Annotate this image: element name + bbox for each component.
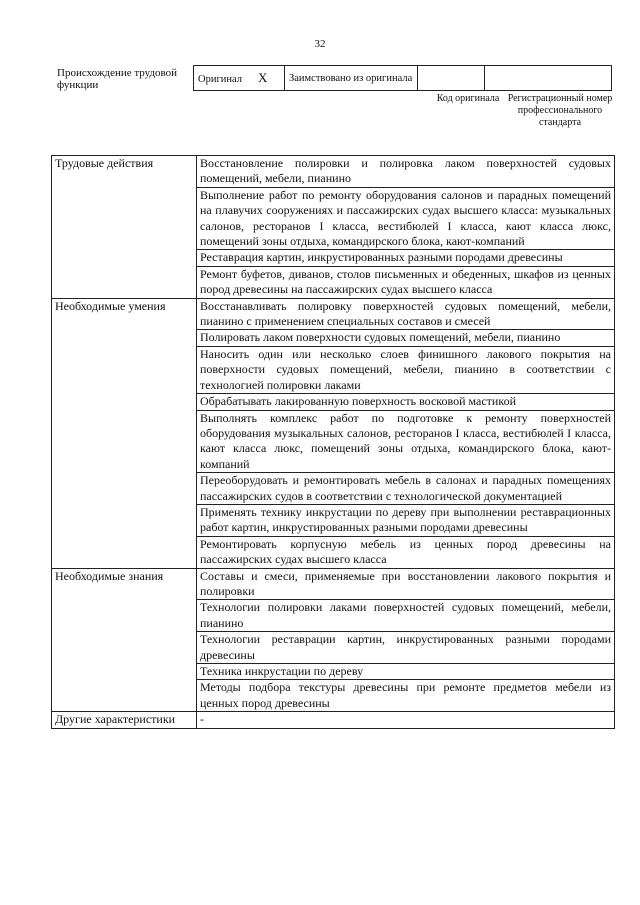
- item-cell: Обрабатывать лакированную поверхность восковой мастикой: [197, 394, 615, 410]
- original-cell: [194, 66, 285, 91]
- function-table-body: [52, 156, 615, 729]
- item-cell: Методы подбора текстуры древесины при ремонте предметов мебели из ценных пород древесины: [197, 680, 615, 712]
- original-label: Оригинал: [198, 73, 242, 85]
- item-cell: Технологии реставрации картин, инкрустированных разными породами древесины: [197, 632, 615, 664]
- item-cell: Выполнять комплекс работ по подготовке к ремонту поверхностей оборудования музыкальных салонов, ресторанов I класса, вестибюлей I класса, кают класса люкс, помещений зоны отдыха, командирского блока, кают-компаний: [197, 410, 615, 473]
- table-row: [52, 712, 615, 728]
- category-cell: Необходимые умения: [52, 298, 197, 568]
- original-mark: X: [258, 69, 268, 85]
- item-cell: Техника инкрустации по дереву: [197, 664, 615, 680]
- code-caption: Код оригинала: [436, 93, 500, 104]
- item-cell: Выполнение работ по ремонту оборудования салонов и парадных помещений на плавучих сооружениях и пассажирских судах высшего класса: музыкальных салонов, ресторанов I класса, вестибюлей I класса, кают класса люкс, помещений зоны отдыха, командирского блока, кают-компаний: [197, 187, 615, 250]
- origin-table: [193, 65, 612, 91]
- origin-label: Происхождение трудовой функции: [57, 67, 178, 91]
- function-table: [51, 155, 615, 729]
- category-cell: Трудовые действия: [52, 156, 197, 299]
- item-cell: Наносить один или несколько слоев финишного лакового покрытия на поверхности судовых помещений, мебели, пианино в соответствии с технологией полировки лаками: [197, 346, 615, 393]
- item-cell: Переоборудовать и ремонтировать мебель в салонах и парадных помещениях пассажирских судов в соответствии с технологической документацией: [197, 473, 615, 505]
- code-cell: [418, 66, 485, 91]
- item-cell: Применять технику инкрустации по дереву при выполнении реставрационных работ картин, инкрустированных разными породами древесины: [197, 504, 615, 536]
- item-cell: Восстанавливать полировку поверхностей судовых помещений, мебели, пианино с применением специальных составов и смесей: [197, 298, 615, 330]
- item-cell: Восстановление полировки и полировка лаком поверхностей судовых помещений, мебели, пианино: [197, 156, 615, 188]
- table-row: [52, 568, 615, 600]
- borrowed-cell: Заимствовано из оригинала: [285, 66, 418, 91]
- page-number: 32: [314, 38, 326, 50]
- item-cell: Составы и смеси, применяемые при восстановлении лакового покрытия и полировки: [197, 568, 615, 600]
- table-row: [52, 298, 615, 330]
- item-cell: Полировать лаком поверхности судовых помещений, мебели, пианино: [197, 330, 615, 346]
- item-cell: -: [197, 712, 615, 728]
- category-cell: Необходимые знания: [52, 568, 197, 712]
- item-cell: Ремонт буфетов, диванов, столов письменных и обеденных, шкафов из ценных пород древесины на пассажирских судах высшего класса: [197, 266, 615, 298]
- reg-number-caption: Регистрационный номер профессионального стандарта: [507, 93, 613, 128]
- item-cell: Ремонтировать корпусную мебель из ценных пород древесины на пассажирских судах высшего класса: [197, 536, 615, 568]
- reg-number-cell: [485, 66, 612, 91]
- item-cell: Реставрация картин, инкрустированных разными породами древесины: [197, 250, 615, 266]
- table-row: [52, 156, 615, 188]
- category-cell: Другие характеристики: [52, 712, 197, 728]
- item-cell: Технологии полировки лаками поверхностей судовых помещений, мебели, пианино: [197, 600, 615, 632]
